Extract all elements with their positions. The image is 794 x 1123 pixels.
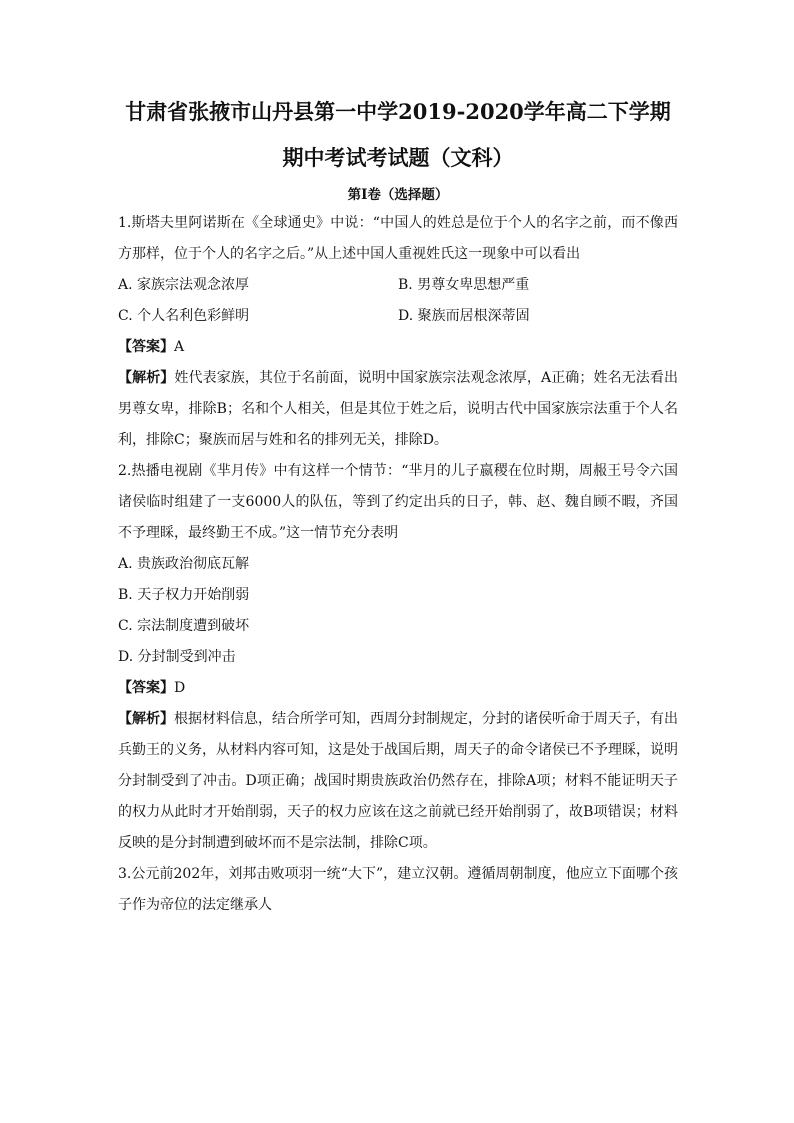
question-2 [118,456,678,859]
answer-line [118,332,678,363]
question-stem: 1.斯塔夫里阿诺斯在《全球通史》中说：“中国人的姓总是位于个人的名字之前，而不像西方那样，位于个人的名字之后。”从上述中国人重视姓氏这一现象中可以看出 [118,215,678,262]
analysis-paragraph [118,363,678,456]
option-b: B. 天子权力开始削弱 [118,587,250,603]
answer-value: D [174,680,186,696]
option-c: C. 个人名利色彩鲜明 [118,308,250,324]
document-title-line-1: 甘肃省张掖市山丹县第一中学2019-2020学年高二下学期 [125,99,671,124]
option-list [118,270,678,332]
answer-line [118,673,678,704]
option-a: A. 贵族政治彻底瓦解 [118,556,250,572]
analysis-text: 姓代表家族，其位于名前面，说明中国家族宗法观念浓厚，A正确；姓名无法看出男尊女卑，排除B；名和个人相关，但是其位于姓之后，说明古代中国家族宗法重于个人名利，排除C；聚族而居与姓和名的排列无关，排除D。 [118,370,679,448]
answer-tag: 【答案】 [118,339,174,355]
question-3 [118,859,678,921]
option-a: A. 家族宗法观念浓厚 [118,277,250,293]
question-1 [118,208,678,456]
analysis-tag: 【解析】 [118,711,174,727]
analysis-tag: 【解析】 [118,370,175,386]
analysis-text: 根据材料信息，结合所学可知，西周分封制规定，分封的诸侯听命于周天子，有出兵勤王的义务，从材料内容可知，这是处于战国后期，周天子的命令诸侯已不予理睬，说明分封制受到了冲击。D项正确；战国时期贵族政治仍然存在，排除A项；材料不能证明天子的权力从此时才开始削弱，天子的权力应该在这之前就已经开始削弱了，故B项错误；材料反映的是分封制遭到破坏而不是宗法制，排除C项。 [118,711,678,851]
document-title-line-2: 期中考试考试题（文科） [282,145,514,170]
option-d: D. 分封制受到冲击 [118,649,236,665]
question-stem: 3.公元前202年，刘邦击败项羽一统“大下”，建立汉朝。遵循周朝制度，他应立下面哪个孩子作为帝位的法定继承人 [118,866,678,913]
analysis-paragraph [118,704,678,859]
option-c: C. 宗法制度遭到破坏 [118,618,250,634]
option-b: B. 男尊女卑思想严重 [398,277,530,293]
option-d: D. 聚族而居根深蒂固 [398,308,530,324]
answer-tag: 【答案】 [118,680,174,696]
document-page [118,100,678,921]
question-stem: 2.热播电视剧《芈月传》中有这样一个情节：“芈月的儿子嬴稷在位时期，周赧王号令六国诸侯临时组建了一支6000人的队伍，等到了约定出兵的日子，韩、赵、魏自顾不暇，齐国不予理睬，最终勤王不成。”这一情节充分表明 [118,463,678,541]
answer-value: A [174,339,185,355]
section-title: 第I卷（选择题） [347,187,449,203]
